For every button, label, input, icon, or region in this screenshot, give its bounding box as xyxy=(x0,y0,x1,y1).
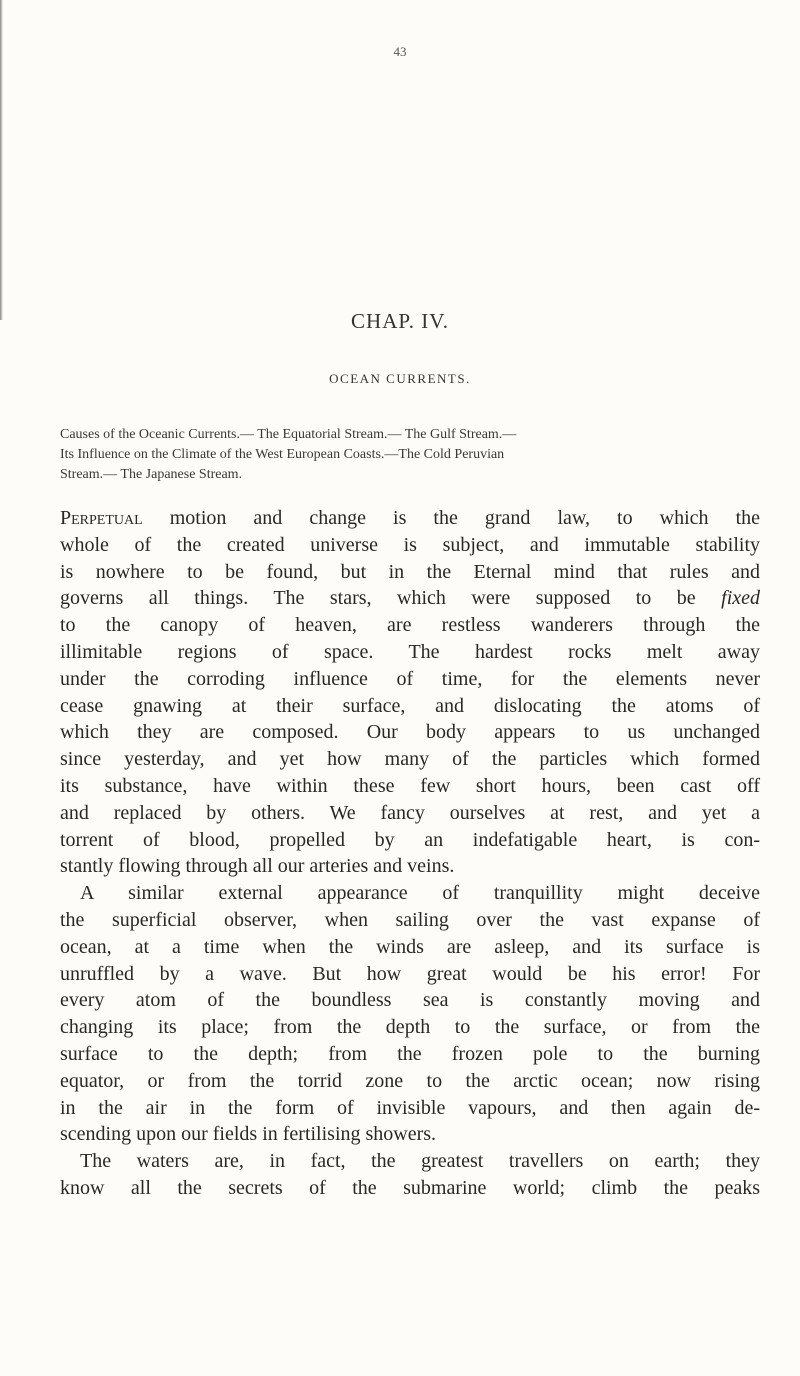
italic-word: fixed xyxy=(721,587,761,610)
synopsis-line: Its Influence on the Climate of the West European Coasts.—The Cold Peruvian xyxy=(60,447,505,462)
body-line: under the corroding influence of time, for the elements never xyxy=(60,667,760,690)
body-line: unruffled by a wave. But how great would be his error! For xyxy=(60,962,760,985)
body-line: cease gnawing at their surface, and dislocating the atoms of xyxy=(60,694,760,717)
chapter-title: OCEAN CURRENTS. xyxy=(329,371,471,386)
body-line-text: motion and change is the grand law, to which the xyxy=(142,507,760,529)
body-line-text: governs all things. The stars, which were supposed to be xyxy=(60,587,696,610)
body-line: is nowhere to be found, but in the Eternal mind that rules and xyxy=(60,560,760,583)
body-line: stantly flowing through all our arteries and veins. xyxy=(60,855,455,878)
body-line: illimitable regions of space. The hardest rocks melt away xyxy=(60,640,760,663)
body-line: which they are composed. Our body appears to us unchanged xyxy=(60,721,760,744)
body-line: know all the secrets of the submarine world; climb the peaks xyxy=(60,1176,760,1199)
body-text xyxy=(60,505,760,1202)
body-line: and replaced by others. We fancy ourselves at rest, and yet a xyxy=(60,801,760,824)
body-line: in the air in the form of invisible vapours, and then again de- xyxy=(60,1096,760,1119)
body-line xyxy=(60,505,760,532)
body-line: every atom of the boundless sea is constantly moving and xyxy=(60,989,760,1012)
body-line: A similar external appearance of tranquillity might deceive xyxy=(80,882,760,905)
body-line: ocean, at a time when the winds are asleep, and its surface is xyxy=(60,935,760,958)
body-line: the superficial observer, when sailing over the vast expanse of xyxy=(60,908,760,931)
body-line: torrent of blood, propelled by an indefatigable heart, is con- xyxy=(60,828,760,851)
body-line: to the canopy of heaven, are restless wanderers through the xyxy=(60,614,760,637)
synopsis-line: Stream.— The Japanese Stream. xyxy=(60,467,243,482)
body-line: The waters are, in fact, the greatest travellers on earth; they xyxy=(80,1150,760,1173)
body-line: changing its place; from the depth to the surface, or from the xyxy=(60,1016,760,1039)
drop-word: Perpetual xyxy=(60,507,143,529)
synopsis-line: Causes of the Oceanic Currents.— The Equatorial Stream.— The Gulf Stream.— xyxy=(60,427,517,442)
body-line: surface to the depth; from the frozen pole to the burning xyxy=(60,1042,760,1065)
page-number: 43 xyxy=(393,44,407,59)
chapter-number: CHAP. IV. xyxy=(351,309,449,333)
body-line xyxy=(60,585,760,612)
body-line: scending upon our fields in fertilising showers. xyxy=(60,1123,437,1146)
body-line: whole of the created universe is subject, and immutable stability xyxy=(60,533,760,556)
body-line: equator, or from the torrid zone to the arctic ocean; now rising xyxy=(60,1069,760,1092)
body-line: its substance, have within these few short hours, been cast off xyxy=(60,774,760,797)
chapter-synopsis xyxy=(60,425,760,485)
body-line: since yesterday, and yet how many of the particles which formed xyxy=(60,748,760,771)
